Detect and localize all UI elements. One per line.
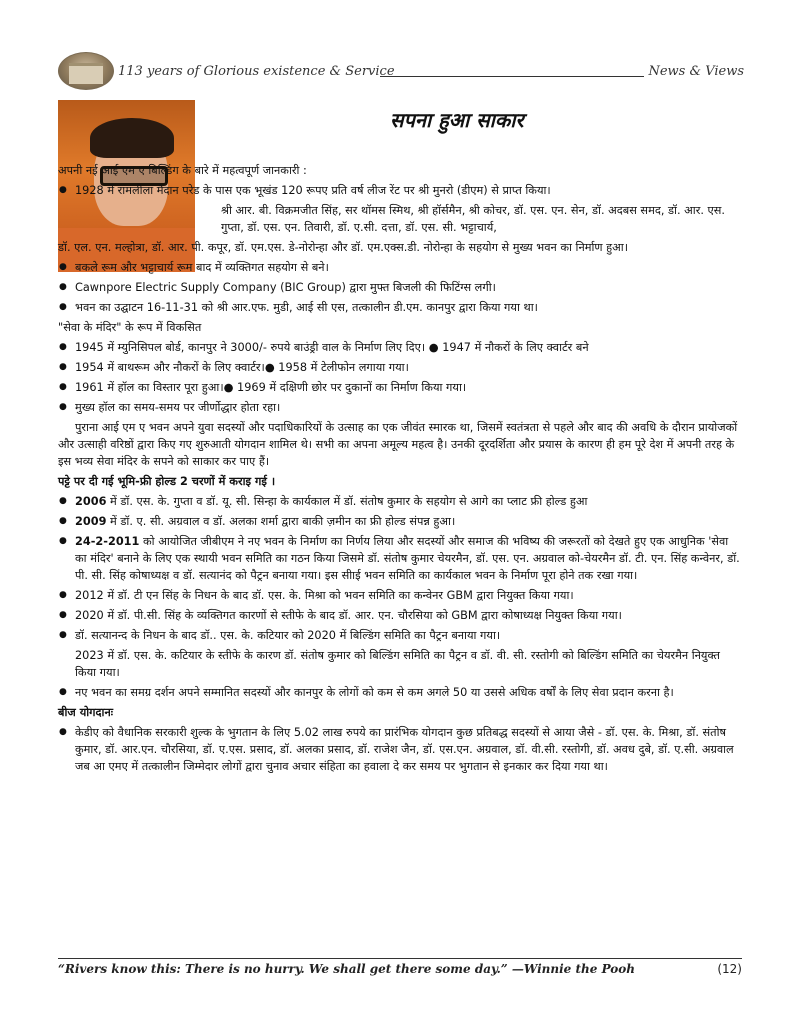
page-number: (12) [717,962,742,976]
text-2006: में डॉ. एस. के. गुप्ता व डॉ. यू. सी. सिन्हा के कार्यकाल में डॉ. संतोष कुमार के सहयोग से आगे का प्लाट फ्री होल्ड हुआ [106,495,588,508]
contributors-para-b: डॉ. एल. एन. मल्होत्रा, डॉ. आर. पी. कपूर, डॉ. एम.एस. डे-नोरोन्हा और डॉ. एम.एक्स.डी. नोरोन्हा के सहयोग से मुख्य भवन का निर्माण हुआ। [58,241,628,254]
heading-seed: बीज योगदानः [58,706,114,719]
subheading-seva: "सेवा के मंदिर" के रूप में विकसित [58,321,202,334]
article-title: सपना हुआ साकार [390,108,524,132]
contributors-para-a: श्री आर. बी. विक्रमजीत सिंह, सर थॉमस स्मिथ, श्री हॉर्समैन, श्री कोचर, डॉ. एस. एन. सेन, डॉ. अदबस समद, डॉ. आर. एस. गुप्ता, डॉ. एस. एन. तिवारी, डॉ. ए.सी. दत्ता, डॉ. एस. सी. भट्टाचार्य, [221,204,725,234]
year-2009: 2009 [75,515,107,528]
bullet-1954: ● 1954 में बाथरूम और नौकरों के लिए क्वार्टर।● 1958 में टेलीफोन लगाया गया। [58,359,742,376]
bullet-vision: ● नए भवन का समग्र दर्शन अपने सम्मानित सदस्यों और कानपुर के लोगों को कम से कम अगले 50 या उससे अधिक वर्षों के लिए सेवा प्रदान करना है। [58,684,742,701]
footer-rule [58,958,742,959]
footer-quote: “Rivers know this: There is no hurry. We shall get there some day.” —Winnie the Pooh [58,962,635,976]
header-section: News & Views [648,64,744,79]
year-2006: 2006 [75,495,107,508]
bullet-rooms: ● बकले रूम और भट्टाचार्य रूम बाद में व्यक्तिगत सहयोग से बने। [58,259,742,276]
bullet-kda: ● केडीए को वैधानिक सरकारी शुल्क के भुगतान के लिए 5.02 लाख रुपये का प्रारंभिक योगदान कुछ प्रतिबद्ध सदस्यों से आया जैसे - डॉ. एस. के. मिश्रा, डॉ. संतोष कुमार, डॉ. आर.एन. चौरसिया, डॉ. ए.एस. प्रसाद, डॉ. अलका प्रसाद, डॉ. राजेश जैन, डॉ. एस.एन. अग्रवाल, डॉ. वी.सी. रस्तोगी, डॉ. अवध दुबे, डॉ. ए.सी. अग्रवाल जब आ एमए में तत्कालीन जिम्मेदार लोगों द्वारा चुनाव अचार संहिता का हवाला दे कर समय पर भुगतान से इनकार कर दिया गया था। [58,724,742,775]
text-2009: में डॉ. ए. सी. अग्रवाल व डॉ. अलका शर्मा द्वारा बाकी ज़मीन का फ्री होल्ड संपन्न हुआ। [106,515,456,528]
page-header [54,50,744,92]
building-logo-icon [58,52,114,90]
header-tagline: 113 years of Glorious existence & Service [118,64,395,79]
portrait-hair [90,118,174,158]
bullet-1961: ● 1961 में हॉल का विस्तार पूरा हुआ।● 1969 में दक्षिणी छोर पर दुकानों का निर्माण किया गया। [58,379,742,396]
bullet-inauguration: ● भवन का उद्घाटन 16-11-31 को श्री आर.एफ. मुडी, आई सी एस, तत्कालीन डी.एम. कानपुर द्वारा किया गया था। [58,299,742,316]
intro-line: अपनी नई आई एम ए बिल्डिंग के बारे में महत्वपूर्ण जानकारी : [58,164,307,177]
date-2011: 24-2-2011 [75,535,140,548]
bullet-2011 [58,533,742,584]
text-2011: को आयोजित जीबीएम ने नए भवन के निर्माण का निर्णय लिया और सदस्यों और समाज की भविष्य की जरूरतों को देखते हुए एक आधुनिक 'सेवा का मंदिर' बनाने के लिए एक स्थायी भवन समिति का गठन किया जिसमे डॉ. संतोष कुमार चेयरमैन, डॉ. एस. एन. अग्रवाल को-चेयरमैन डॉ. टी. एन. सिंह कन्वेनर, डॉ. पी. सी. सिंह कोषाध्यक्ष व डॉ. सत्यानंद को पैट्रन बनाया गया। इस सीाई भवन समिति का कार्यकाल भवन के निर्माण पूरा होने तक रखा गया। [75,535,740,582]
bullet-2012: ● 2012 में डॉ. टी एन सिंह के निधन के बाद डॉ. एस. के. मिश्रा को भवन समिति का कन्वेनर GBM द्वारा नियुक्त किया गया। [58,587,742,604]
bullet-1945: ● 1945 में म्युनिसिपल बोर्ड, कानपुर ने 3000/- रुपये बाउंड्री वाल के निर्माण लिए दिए। ● 1947 में नौकरों के लिए क्वार्टर बने [58,339,742,356]
bullet-2006 [58,493,742,510]
bullet-2009 [58,513,742,530]
bullet-patron: ● डॉ. सत्यानन्द के निधन के बाद डॉ.. एस. के. कटियार को 2020 में बिल्डिंग समिति का पैट्रन बनाया गया। [58,627,742,644]
para-2023: 2023 में डॉ. एस. के. कटियार के स्तीफे के कारण डॉ. संतोष कुमार को बिल्डिंग समिति का पैट्रन व डॉ. वी. सी. रस्तोगी को बिल्डिंग समिति का चेयरमैन नियुक्त किया गया। [75,649,720,679]
bullet-2020: ● 2020 में डॉ. पी.सी. सिंह के व्यक्तिगत कारणों से स्तीफे के बाद डॉ. आर. एन. चौरसिया को GBM द्वारा कोषाध्यक्ष नियुक्त किया गया। [58,607,742,624]
bullet-electric: ● Cawnpore Electric Supply Company (BIC Group) द्वारा मुफ्त बिजली की फिटिंग्स लगी। [58,279,742,296]
header-rule [380,76,644,77]
bullet-1928: ● 1928 में रामलीला मैदान परेड के पास एक भूखंड 120 रूपए प्रति वर्ष लीज रेंट पर श्री मुनरो (डीएम) से प्राप्त किया। [58,182,742,199]
heading-freehold: पट्टे पर दी गई भूमि-फ्री होल्ड 2 चरणों में कराइ गई । [58,475,276,488]
bullet-renovation: ● मुख्य हॉल का समय-समय पर जीर्णोद्धार होता रहा। [58,399,742,416]
paragraph-legacy: पुराना आई एम ए भवन अपने युवा सदस्यों और पदाधिकारियों के उत्साह का एक जीवंत स्मारक था, जिसमें स्वतंत्रता से पहले और बाद की अवधि के दौरान प्रायोजकों और उत्साही वरिष्ठों द्वारा किए गए शुरुआती योगदान शामिल थे। सभी का अपना अमूल्य महत्व है। उनकी दूरदर्शिता और प्रयास के कारण ही हम पूरे देश में अपनी तरह के इस भव्य सेवा मंदिर के सपने को साकार कर पाए हैं। [58,421,738,468]
article-body [58,162,742,778]
